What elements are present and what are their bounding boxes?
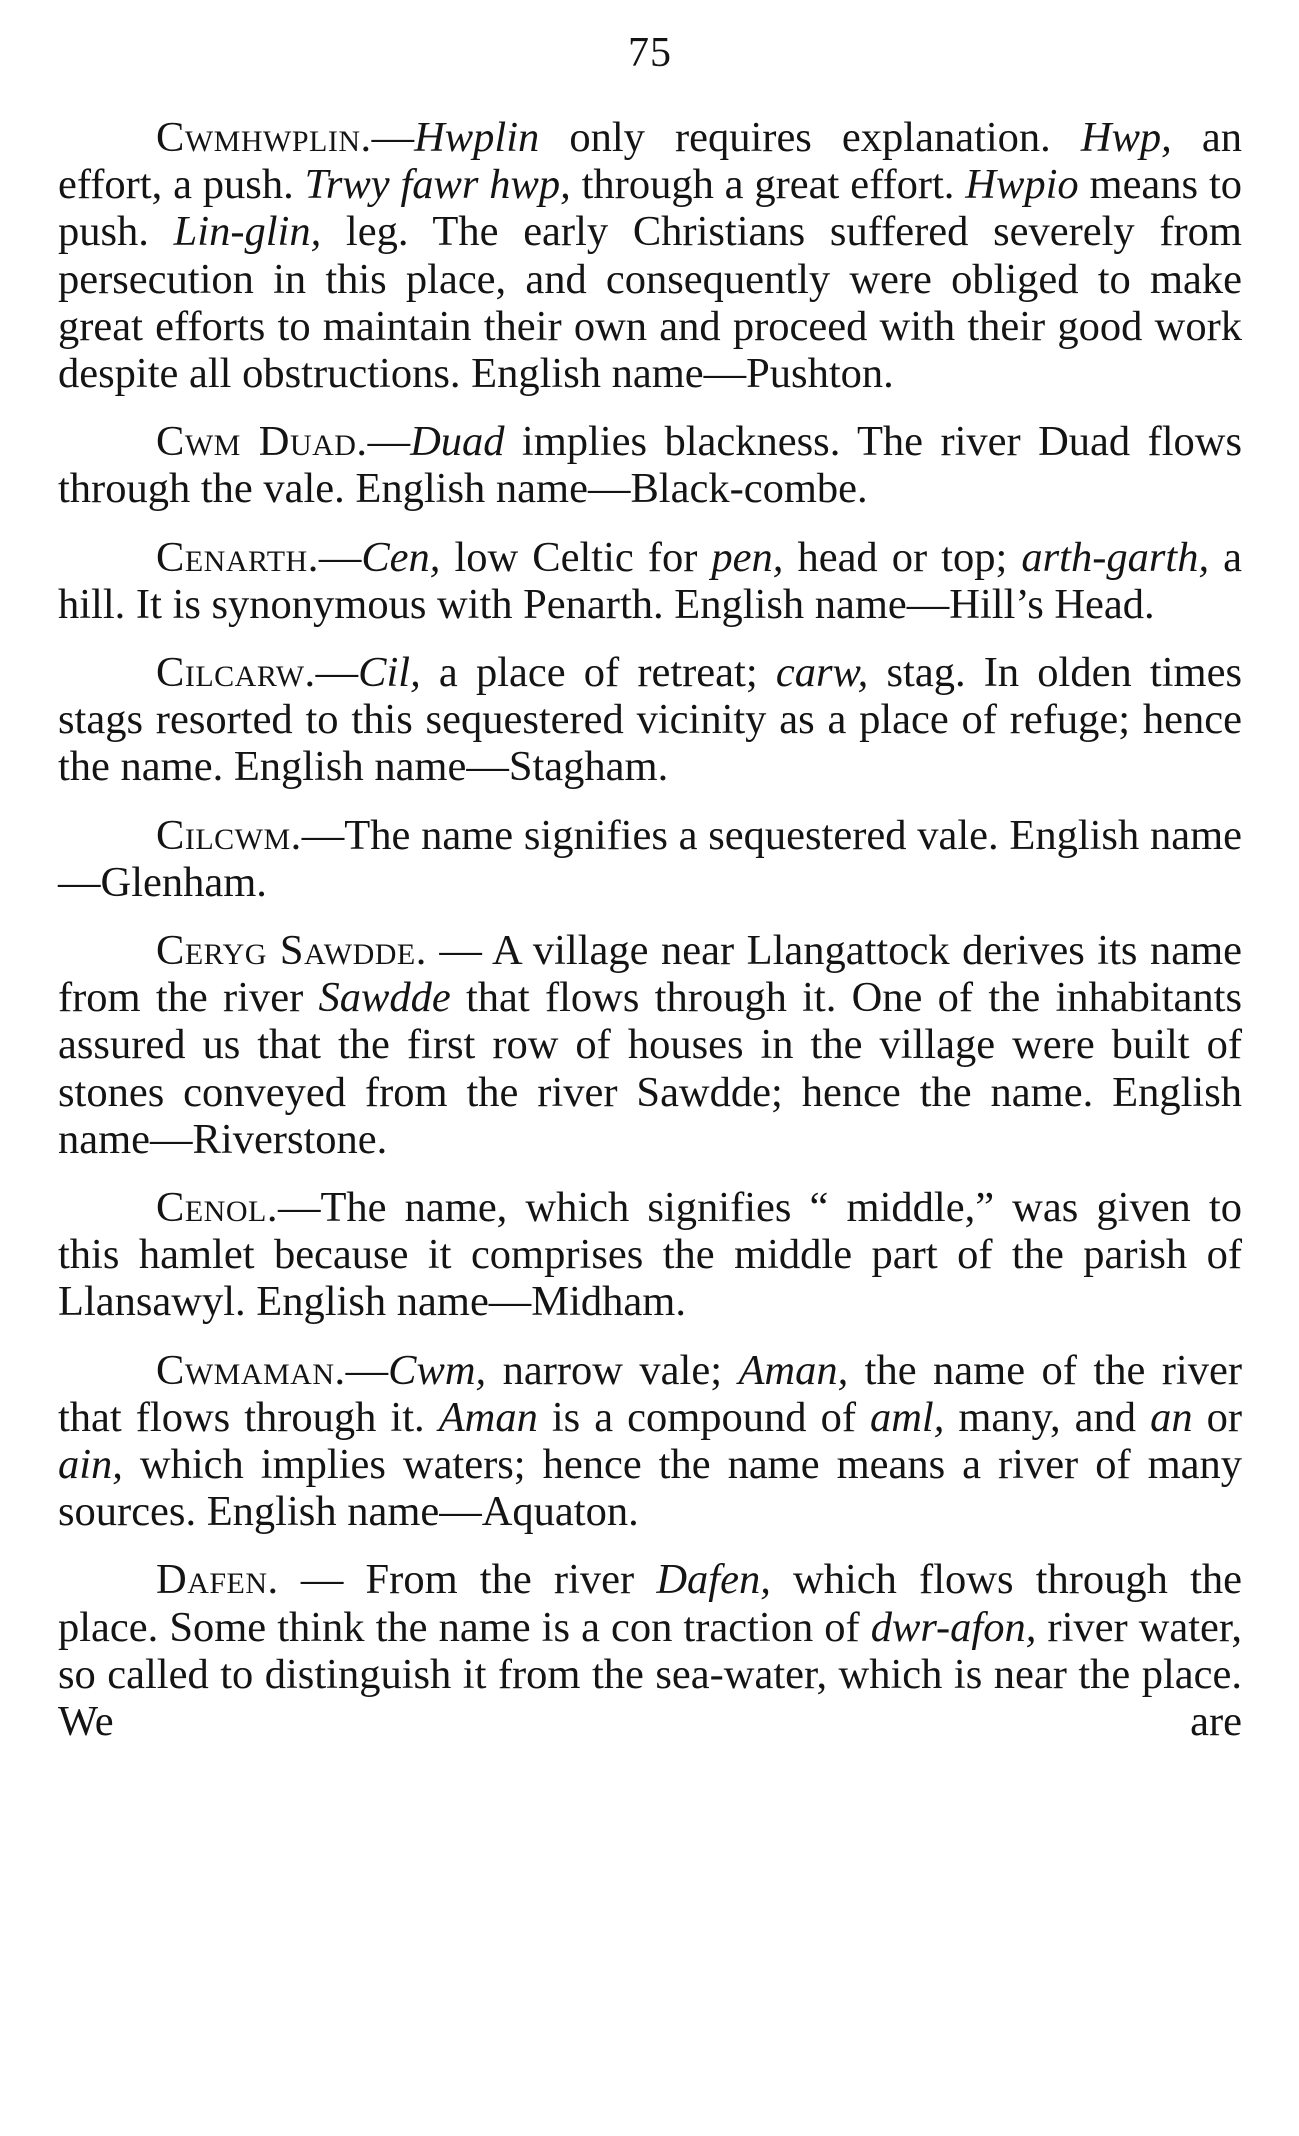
entry-text: low Celtic for: [440, 533, 712, 581]
entry-text: river water, so called to distinguish it from the sea-water, which is near the place. We are: [58, 1603, 1242, 1746]
entry-heading: Cilcwm.: [156, 811, 302, 859]
entry-text: stag. In olden times stags resorted to this sequestered vicinity as a place of refuge; hence the name. English name—Stagham.: [58, 649, 1242, 791]
entry-text: only requires explanation.: [539, 114, 1081, 161]
entry-heading: Cwm Duad.: [156, 418, 368, 466]
entry-cilcwm: [58, 812, 1242, 906]
italic-term: Aman,: [738, 1346, 849, 1394]
entry-heading: Cilcarw.: [156, 649, 316, 697]
entry-text: which flows through the place. Some think the name is a con traction of: [58, 1556, 1242, 1651]
entry-heading: Cwmhwplin.: [156, 114, 372, 161]
entry-heading: Cenol.: [156, 1184, 278, 1232]
italic-term: dwr-afon,: [870, 1603, 1037, 1651]
page-number: 75: [628, 30, 672, 76]
italic-term: Cil,: [358, 649, 421, 697]
entry-cwmaman: [58, 1347, 1242, 1536]
place-name-entries: [58, 114, 1242, 1766]
entry-text: which implies waters; hence the name means a river of many sources. English name—Aquaton.: [58, 1441, 1242, 1536]
entry-text: —: [367, 418, 411, 466]
entry-text: —: [318, 533, 362, 581]
entry-cilcarw: [58, 649, 1242, 791]
italic-term: Trwy fawr hwp,: [304, 161, 571, 209]
entry-text: the name of the river that flows through it.: [58, 1346, 1242, 1441]
entry-text: —: [371, 114, 415, 161]
entry-text: leg. The early Christians suffered severely from persecution in this place, and consequently were obliged to make great efforts to maintain their own and proceed with their good work despite all obstructions. English name—Pushton.: [58, 208, 1242, 398]
entry-heading: Dafen.: [156, 1556, 279, 1604]
entry-text: that flows through it. One of the inhabitants assured us that the first row of houses in the village were built of stones conveyed from the river Sawdde; hence the name. English name—Riverstone.: [58, 974, 1242, 1163]
entry-heading: Ceryg Sawdde.: [156, 927, 427, 975]
entry-text: —The name signifies a sequestered vale. English name—Glenham.: [58, 811, 1242, 906]
italic-term: Lin-glin,: [173, 208, 322, 256]
entry-cenarth: [58, 534, 1242, 628]
entry-ceryg-sawdde: [58, 927, 1242, 1163]
entry-text: implies blackness. The river Duad flows through the vale. English name—Black-combe.: [58, 418, 1242, 513]
italic-term: Hwp,: [1080, 114, 1172, 161]
italic-term: Aman: [438, 1393, 538, 1441]
italic-term: pen,: [711, 533, 784, 581]
entry-text: — A village near Llangattock derives its name from the river: [58, 927, 1242, 1022]
entry-text: an effort, a push.: [58, 114, 1242, 209]
entry-text: or: [1192, 1393, 1242, 1441]
entry-text: — From the river: [278, 1556, 657, 1604]
italic-term: Cwm,: [388, 1346, 487, 1394]
italic-term: Cen,: [361, 533, 441, 581]
italic-term: Duad: [410, 418, 505, 466]
entry-cenol: [58, 1184, 1242, 1326]
italic-term: Sawdde: [318, 974, 451, 1022]
entry-heading: Cwmaman.: [156, 1346, 346, 1394]
entry-text: means to push.: [58, 161, 1242, 256]
italic-term: aml,: [869, 1393, 945, 1441]
italic-term: carw,: [775, 649, 869, 697]
entry-text: narrow vale;: [486, 1346, 739, 1394]
entry-text: a hill. It is synonymous with Penarth. English name—Hill’s Head.: [58, 533, 1242, 628]
entry-text: head or top;: [783, 533, 1022, 581]
entry-cwm-duad: [58, 418, 1242, 512]
italic-term: Hwplin: [414, 114, 540, 161]
entry-text: —: [315, 649, 359, 697]
entry-text: —The name, which signifies “ middle,” was given to this hamlet because it comprises the middle part of the parish of Llansawyl. English name—Midham.: [58, 1184, 1242, 1326]
entry-dafen: [58, 1556, 1242, 1745]
italic-term: Dafen,: [656, 1556, 771, 1604]
entry-text: —: [345, 1346, 389, 1394]
entry-text: many, and: [944, 1393, 1151, 1441]
entry-text: is a compound of: [537, 1393, 870, 1441]
italic-term: arth-garth,: [1021, 533, 1210, 581]
italic-term: Hwpio: [965, 161, 1079, 209]
entry-heading: Cenarth.: [156, 533, 319, 581]
entry-text: a place of retreat;: [420, 649, 776, 697]
entry-cwmhwplin: [58, 114, 1242, 397]
entry-text: through a great effort.: [570, 161, 966, 209]
italic-term: ain,: [58, 1441, 123, 1489]
italic-term: an: [1150, 1393, 1193, 1441]
